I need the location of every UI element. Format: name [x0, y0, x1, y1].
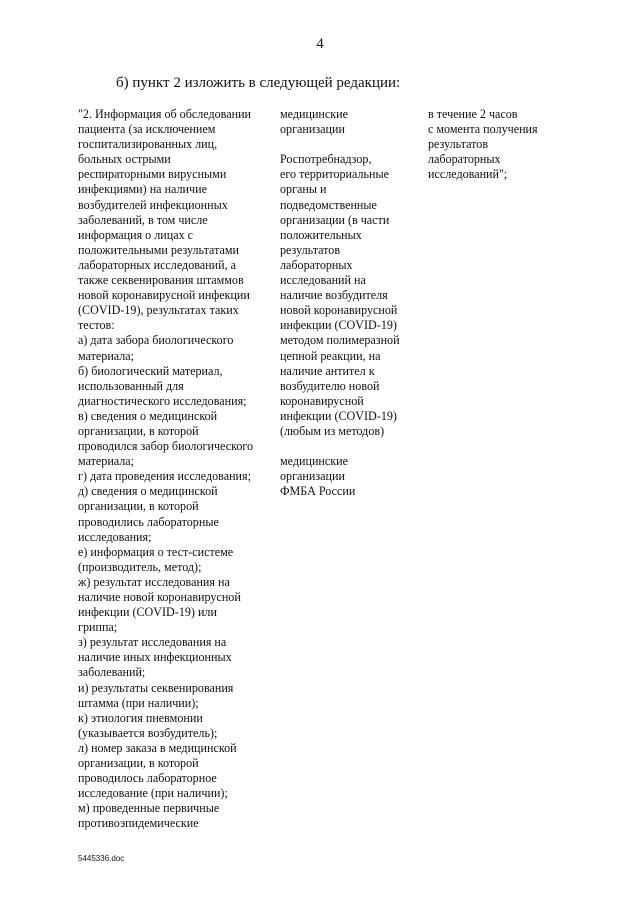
page-number: 4	[316, 36, 324, 52]
timing-text: в течение 2 часов с момента получения результатов лабораторных исследований";	[428, 107, 538, 182]
info-text: "2. Информация об обследовании пациента (за исключением госпитализированных лиц, больных острыми респираторными вирусными инфекциями) на наличие возбудителей инфекционных заболеваний, в том числе информация о лицах с положительными результатами лабораторных исследований, а также секвенирования штаммов новой коронавирусной инфекции (COVID-19), результатах таких тестов: а) дата забора биологического материала; б) биологический материал, использованный для диагностического исследования; в) сведения о медицинской организации, в которой проводился забор биологического материала; г) дата проведения исследования; д) сведения о медицинской организации, в которой проводились лабораторные исследования; е) информация о тест-системе (производитель, метод); ж) результат исследования на наличие новой коронавирусной инфекции (COVID-19) или гриппа; з) результат исследования на наличие иных инфекционных заболеваний; и) результаты секвенирования штамма (при наличии); к) этиология пневмонии (указывается возбудитель); л) номер заказа в медицинской организации, в которой проводилось лабораторное исследование (при наличии); м) проведенные первичные противоэпидемические	[78, 107, 254, 831]
footer-filename: 5445336.doc	[78, 854, 125, 863]
recipients-fmba: медицинские организации ФМБА России	[280, 454, 356, 499]
info-column	[78, 107, 278, 832]
recipients-column	[280, 107, 415, 499]
recipients-medical-orgs: медицинские организации	[280, 107, 348, 137]
section-heading: б) пункт 2 изложить в следующей редакции:	[116, 75, 401, 91]
recipients-rospotrebnadzor: Роспотребнадзор, его территориальные органы и подведомственные организации (в части положительных результатов лабораторных исследований на наличие возбудителя новой коронавирусной инфекции (COVID-19) методом полимеразной цепной реакции, на наличие антител к возбудителю новой коронавирусной инфекции (COVID-19) (любым из методов)	[280, 152, 400, 438]
timing-column	[428, 107, 578, 182]
